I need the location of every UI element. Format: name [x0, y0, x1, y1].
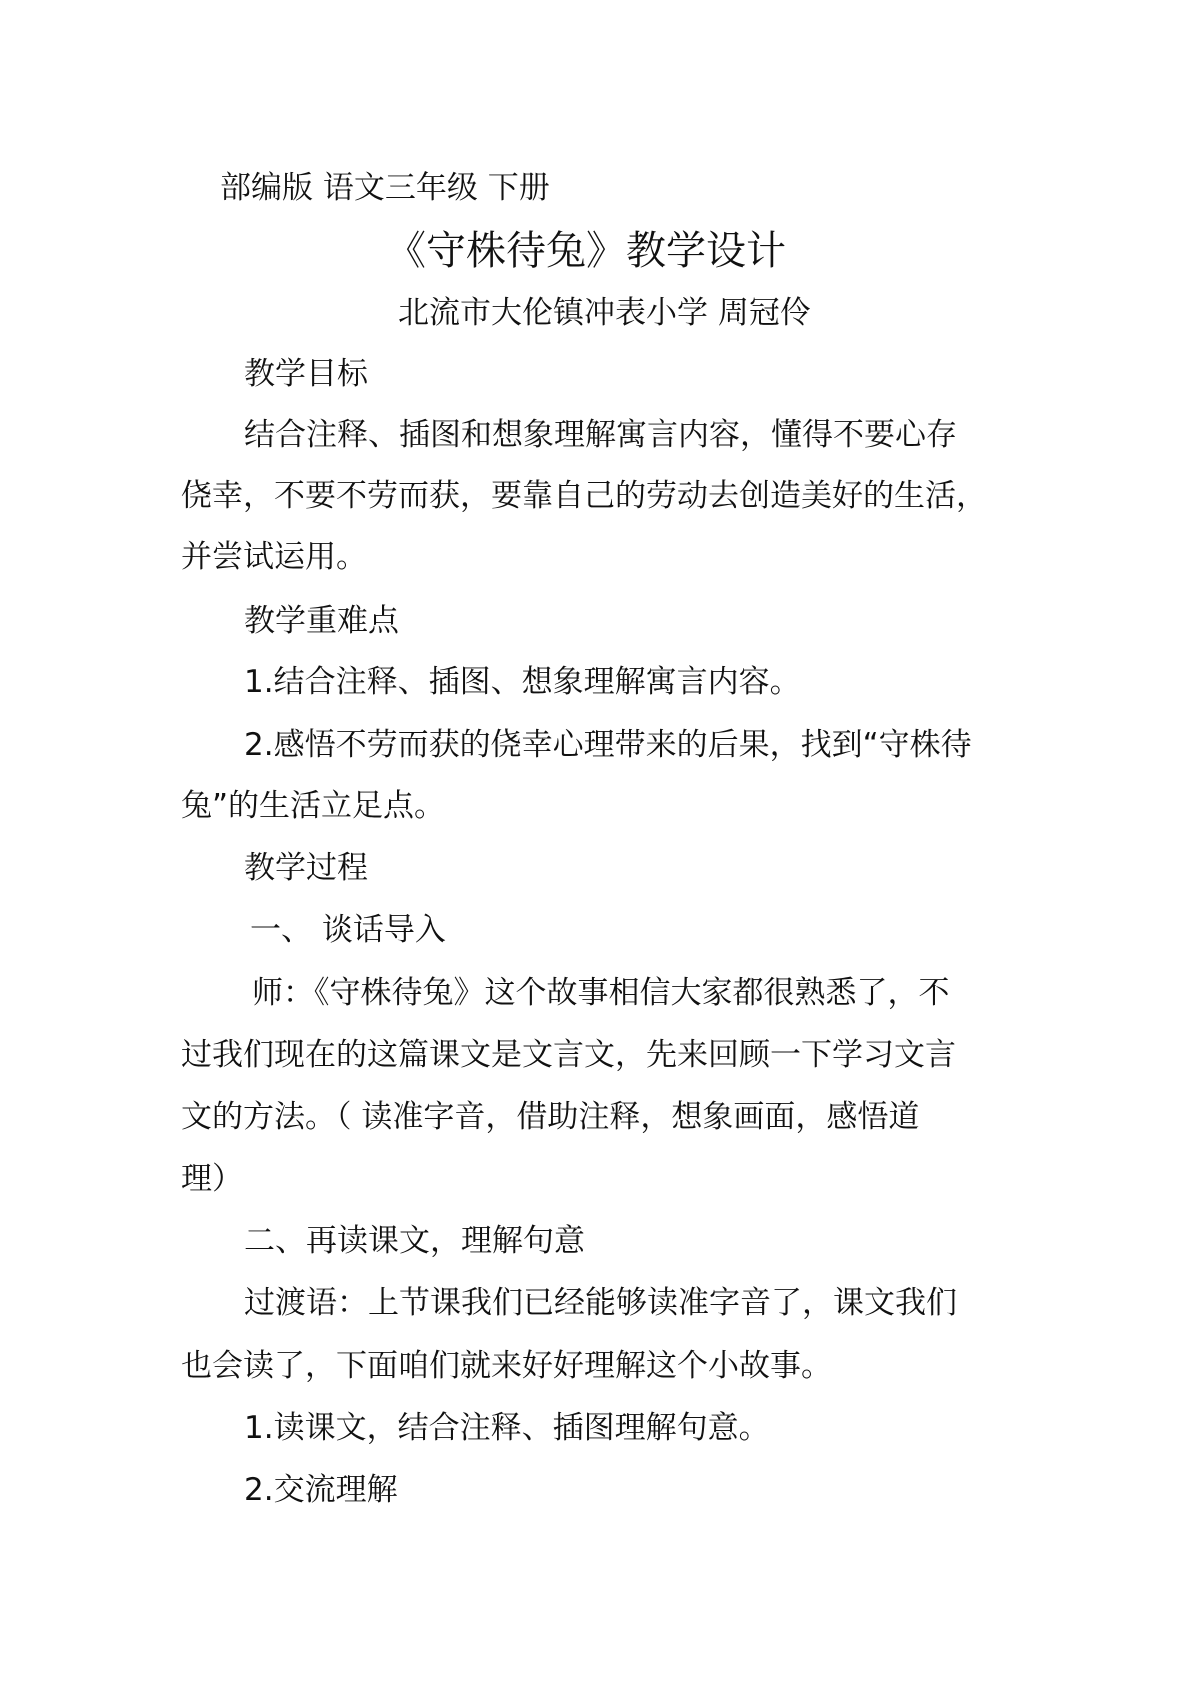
transition-line-1: 过渡语：上节课我们已经能够读准字音了，课文我们	[244, 1285, 957, 1321]
goals-text-line-2: 侥幸，不要不劳而获，要靠自己的劳动去创造美好的生活，	[181, 478, 987, 514]
step1-text-line-4: 理）	[181, 1161, 243, 1197]
step1-heading: 一、 谈话导入	[250, 912, 446, 948]
key-point-1: 1.结合注释、插图、想象理解寓言内容。	[244, 664, 801, 700]
key-points-heading: 教学重难点	[244, 603, 399, 639]
key-point-2-line-1: 2.感悟不劳而获的侥幸心理带来的后果，找到“守株待	[244, 727, 972, 763]
step2-item-2: 2.交流理解	[244, 1472, 398, 1508]
step2-item-1: 1.读课文，结合注释、插图理解句意。	[244, 1410, 770, 1446]
key-point-2-line-2: 兔”的生活立足点。	[181, 788, 446, 824]
step1-text-line-3: 文的方法。（ 读准字音，借助注释，想象画面，感悟道	[181, 1099, 920, 1135]
goals-heading: 教学目标	[244, 356, 368, 392]
document-title: 《守株待兔》教学设计	[386, 228, 786, 274]
goals-text-line-1: 结合注释、插图和想象理解寓言内容，懂得不要心存	[244, 417, 957, 453]
transition-line-2: 也会读了，下面咱们就来好好理解这个小故事。	[181, 1348, 832, 1384]
step2-heading: 二、再读课文，理解句意	[244, 1223, 585, 1259]
step1-text-line-2: 过我们现在的这篇课文是文言文，先来回顾一下学习文言	[181, 1037, 956, 1073]
step1-text-line-1: 师：《守株待兔》这个故事相信大家都很熟悉了，不	[252, 975, 950, 1011]
process-heading: 教学过程	[244, 850, 368, 886]
author-line: 北流市大伦镇冲表小学 周冠伶	[398, 295, 811, 331]
goals-text-line-3: 并尝试运用。	[181, 539, 367, 575]
edition-line: 部编版 语文三年级 下册	[220, 170, 550, 206]
